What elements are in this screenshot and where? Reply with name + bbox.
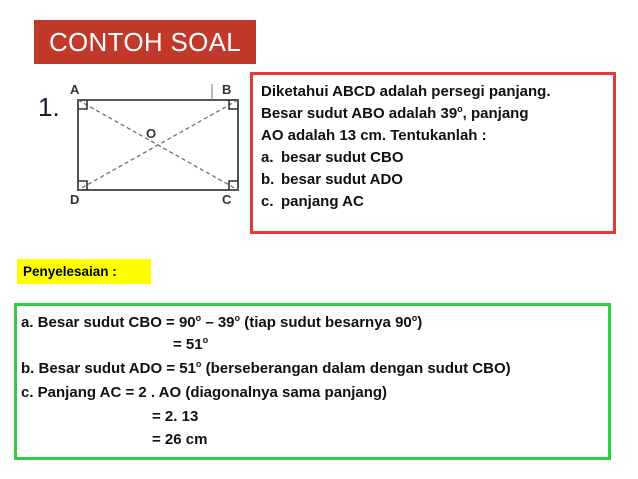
answer-text: = 51 [173,336,203,353]
label-d: D [70,192,80,207]
answer-c-line-2: = 2. 13 [152,408,199,425]
label-c: C [222,192,232,207]
answer-a-line-1 [21,314,422,331]
item-text: panjang AC [281,193,364,210]
right-angle-d [78,181,87,190]
title-text: CONTOH SOAL [48,26,242,57]
item-label: b. [261,171,275,188]
item-label: a. [261,149,274,166]
item-text: besar sudut CBO [281,149,404,166]
degree-sup: o [457,104,463,114]
item-text: besar sudut ADO [281,171,403,188]
degree-sup: o [195,359,202,369]
penyelesaian-text: Penyelesaian : [23,264,117,279]
degree-sup: o [195,313,202,323]
problem-number: 1. [38,92,60,122]
degree-sup: o [234,313,241,323]
problem-line-1: Diketahui ABCD adalah persegi panjang. [261,83,551,100]
problem-line-2 [261,103,605,125]
problem-item-a [261,147,605,169]
rectangle-diagram [62,80,250,208]
label-b: B [222,82,232,97]
problem-line-2-text: Besar sudut ABO adalah 39 [261,105,458,122]
answer-text: (tiap sudut besarnya 90 [240,314,412,331]
problem-item-c [261,191,605,213]
answer-text: – 39 [201,314,235,331]
answer-c-line-1: c. Panjang AC = 2 . AO (diagonalnya sama panjang) [21,384,388,401]
answer-a-line-2 [173,336,208,353]
problem-item-b [261,169,605,191]
degree-sup: o [202,335,209,345]
answer-text: b. Besar sudut ADO = 51 [21,360,196,377]
answer-text: a. Besar sudut CBO = 90 [21,314,196,331]
problem-box [250,72,616,234]
rectangle-figure [62,80,250,208]
answer-text: ) [417,314,423,331]
problem-line-3: AO adalah 13 cm. Tentukanlah : [261,127,487,144]
problem-line-2-tail: , panjang [462,105,529,122]
title-banner [34,20,256,64]
item-label: c. [261,193,274,210]
answer-box [14,303,611,460]
right-angle-c [229,181,238,190]
answer-b-line [21,360,511,377]
penyelesaian-label [17,259,151,284]
answer-text: (berseberangan dalam dengan sudut CBO) [201,360,511,377]
label-a: A [70,82,80,97]
answer-c-line-3: = 26 cm [152,431,208,448]
label-o: O [146,126,157,141]
degree-sup: o [411,313,418,323]
